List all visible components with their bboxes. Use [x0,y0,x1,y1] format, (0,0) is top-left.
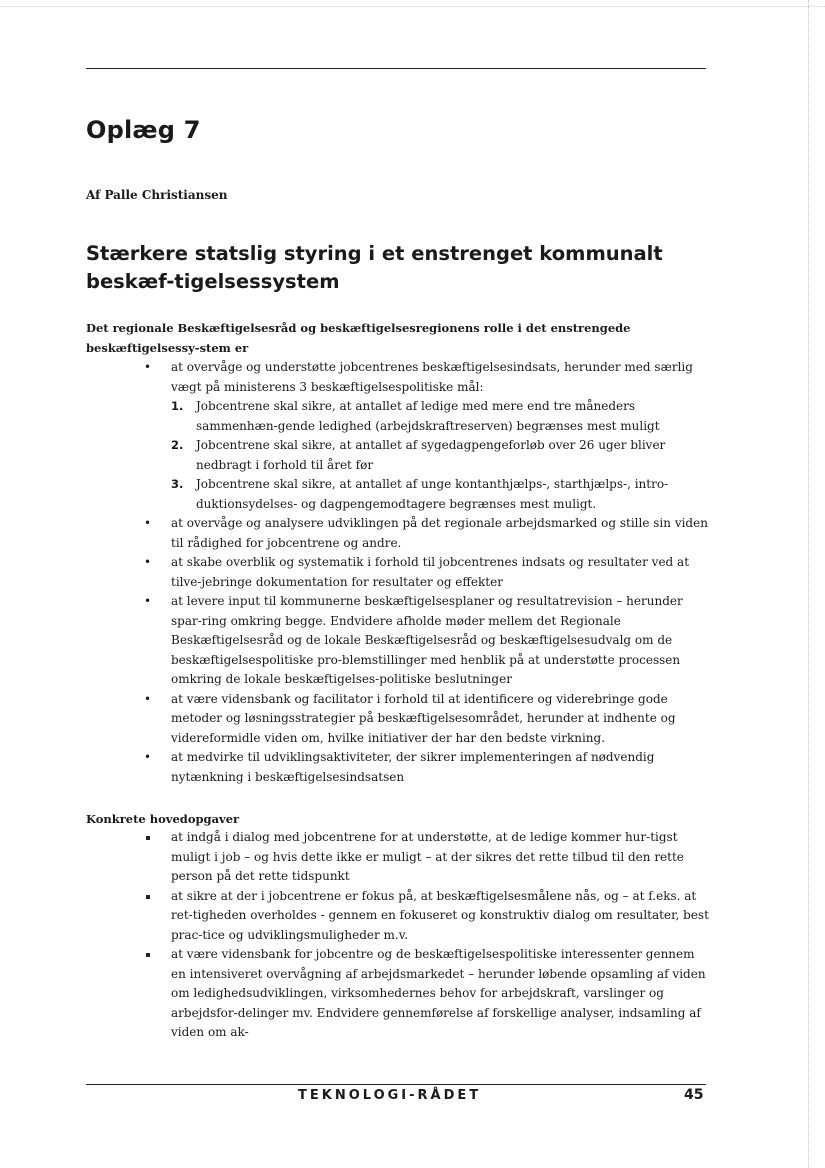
scan-edge-top [0,6,825,8]
goal-text: Jobcentrene skal sikre, at antallet af ledige med mere end tre måneders sammenhæn-gende ledighed (arbejdskraftreserven) begrænses mest muligt [196,399,660,433]
header-rule [86,68,706,69]
goal-number: 1. [171,399,184,413]
list-item [142,828,710,887]
goal-item [171,397,710,436]
list-item [142,748,710,787]
bullet-icon: • [144,691,152,706]
list-item [142,690,710,749]
square-bullet-icon [146,953,150,957]
chapter-title: Oplæg 7 [86,116,201,144]
list-item [142,358,710,514]
section-heading: Det regionale Beskæftigelsesråd og beskæftigelsesregionens rolle i det enstrengede beskæftigelsessy-stem er [86,321,631,355]
list-item-text: at være vidensbank for jobcentre og de beskæftigelsespolitiske interessenter gennem en intensiveret overvågning af arbejdsmarkedet – herunder løbende opsamling af viden om ledighedsudviklingen, virksomhedernes behov for arbejdskraft, varslinger og arbejdsfor-delinger mv. Endvidere gennemførelse af forskellige analyser, indsamling af viden om ak- [171,947,706,1039]
list-item-text: at være vidensbank og facilitator i forhold til at identificere og viderebringe gode metoder og løsningsstrategier på beskæftigelsesområdet, herunder at indhente og videreformidle viden om, hvilke initiativer der har den bedste virkning. [171,691,676,745]
goal-number: 3. [171,477,184,491]
goal-text: Jobcentrene skal sikre, at antallet af sygedagpengeforløb over 26 uger bliver nedbragt i forhold til året før [196,438,666,472]
footer-brand: TEKNOLOGI-RÅDET [298,1088,482,1103]
list-item-text: at overvåge og analysere udviklingen på det regionale arbejdsmarked og stille sin viden til rådighed for jobcentrene og andre. [171,516,708,550]
list-item [142,553,710,592]
goals-list [171,397,710,514]
bullet-icon: • [144,594,152,608]
list-item [142,945,710,1043]
bullet-icon: • [144,360,152,374]
bullet-icon: • [144,555,152,569]
article-title: Stærkere statslig styring i et enstrenget kommunalt beskæf-tigelsessystem [86,242,663,293]
section-regional-role [86,318,711,358]
author-line: Af Palle Christiansen [86,188,228,202]
list-item [142,592,710,690]
section-main-tasks [86,809,711,829]
bullet-icon: • [144,516,152,530]
list-item-text: at medvirke til udviklingsaktiviteter, der sikrer implementeringen af nødvendig nytænkning i beskæftigelsesindsatsen [171,750,655,784]
square-bullet-icon [146,895,150,899]
page-number: 45 [684,1087,704,1103]
goal-item [171,436,710,475]
goal-text: Jobcentrene skal sikre, at antallet af unge kontanthjælps-, starthjælps-, intro-duktionsydelses- og dagpengemodtagere begrænses mest muligt. [196,477,669,511]
list-item-text: at overvåge og understøtte jobcentrenes beskæftigelsesindsats, herunder med særlig vægt på ministerens 3 beskæftigelsespolitiske mål: [171,360,693,394]
role-bullet-list [142,358,710,787]
footer-rule [86,1084,706,1085]
list-item-text: at skabe overblik og systematik i forhold til jobcentrenes indsats og resultater ved at tilve-jebringe dokumentation for resultater og effekter [171,555,690,589]
list-item-text: at sikre at der i jobcentrene er fokus på, at beskæftigelsesmålene nås, og – at f.eks. at ret-tigheden overholdes - gennem en fokuseret og konstruktiv dialog om resultater, best prac-tice og udviklingsmuligheder m.v. [171,888,709,942]
list-item [142,514,710,553]
scan-edge-right [808,0,810,1168]
tasks-bullet-list [142,828,710,1043]
list-item-text: at levere input til kommunerne beskæftigelsesplaner og resultatrevision – herunder spar-ring omkring begge. Endvidere afholde møder mellem det Regionale Beskæftigelsesråd og de lokale Beskæftigelsesråd og beskæftigelsesudvalg om de beskæftigelsespolitiske pro-blemstillinger med henblik på at understøtte processen omkring de lokale beskæftigelses-politiske beslutninger [171,594,683,686]
goal-number: 2. [171,438,184,452]
list-item [142,887,710,946]
square-bullet-icon [146,836,150,840]
goal-item [171,475,710,514]
bullet-icon: • [144,750,152,764]
list-item-text: at indgå i dialog med jobcentrene for at understøtte, at de ledige kommer hur-tigst muligt i job – og hvis dette ikke er muligt – at der sikres det rette tilbud til den rette person på det rette tidspunkt [171,830,684,883]
section-heading: Konkrete hovedopgaver [86,812,240,826]
